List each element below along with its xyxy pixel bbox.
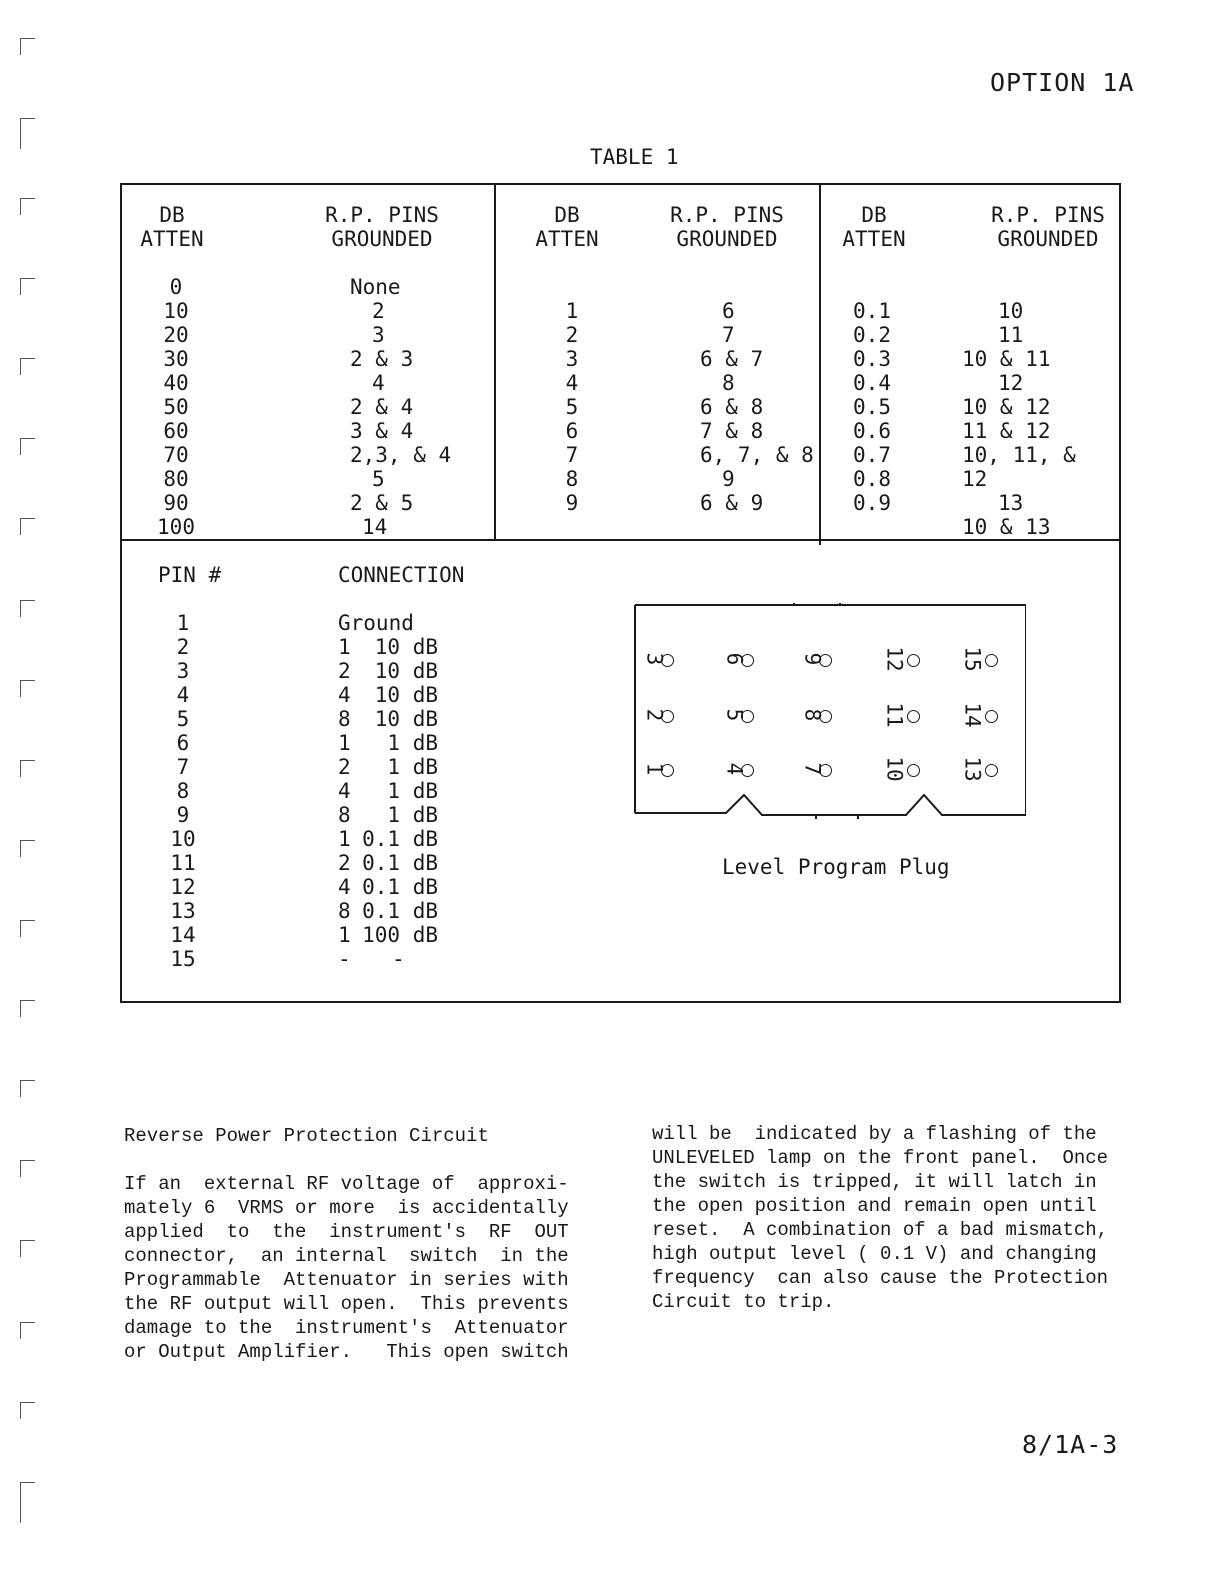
group3-head-pins: R.P. PINS GROUNDED xyxy=(991,203,1105,251)
binding-mark xyxy=(20,278,35,295)
plug-pin: 4 xyxy=(728,757,754,781)
plug-pin: 12 xyxy=(882,647,920,671)
group3-head-atten: DB ATTEN xyxy=(842,203,906,251)
binding-mark xyxy=(20,1080,35,1097)
plug-pin: 7 xyxy=(806,757,832,781)
section-heading: Reverse Power Protection Circuit xyxy=(124,1125,489,1147)
plug-pin: 3 xyxy=(648,647,674,671)
binding-mark xyxy=(20,1322,35,1339)
pin-head: PIN # xyxy=(158,563,222,587)
plug-pin: 8 xyxy=(806,703,832,727)
binding-mark xyxy=(20,518,35,535)
group2-pins-list: 6 7 6 & 7 8 6 & 8 7 & 8 6, 7, & 8 9 6 & 9 xyxy=(700,299,814,515)
level-program-plug xyxy=(634,603,1026,819)
page-number: 8/1A-3 xyxy=(1022,1430,1119,1459)
group2-head-pins: R.P. PINS GROUNDED xyxy=(670,203,784,251)
binding-mark xyxy=(20,118,35,149)
group3-pins-list: 10 11 10 & 11 12 10 & 12 11 & 12 10, 11, & 12 13 10 & 13 xyxy=(962,299,1076,539)
plug-caption: Level Program Plug xyxy=(722,855,950,879)
plug-pin: 5 xyxy=(728,703,754,727)
binding-mark xyxy=(20,198,35,215)
binding-mark xyxy=(20,1240,35,1257)
connection-weight-list: Ground 1 2 4 8 1 2 4 8 1 2 4 8 1 - xyxy=(338,611,414,971)
binding-mark xyxy=(20,438,35,455)
plug-pin: 15 xyxy=(960,647,998,671)
table-title: TABLE 1 xyxy=(590,145,679,169)
binding-mark xyxy=(20,1000,35,1017)
connection-head: CONNECTION xyxy=(338,563,465,587)
plug-pin: 6 xyxy=(728,647,754,671)
plug-pin: 1 xyxy=(648,757,674,781)
group1-pins-list: None 2 3 2 & 3 4 2 & 4 3 & 4 2,3, & 4 5 2 & 5 14 xyxy=(350,275,452,539)
connection-unit-list: 10 dB 10 dB 10 dB 10 dB 1 dB 1 dB 1 dB 1 dB 0.1 dB 0.1 dB 0.1 dB 0.1 dB 100 dB - xyxy=(362,635,438,971)
binding-mark xyxy=(20,680,35,697)
plug-pin: 9 xyxy=(806,647,832,671)
binding-mark xyxy=(20,600,35,617)
plug-pin: 14 xyxy=(960,703,998,727)
binding-mark xyxy=(20,38,35,55)
group1-head-pins: R.P. PINS GROUNDED xyxy=(325,203,439,251)
right-paragraph: will be indicated by a flashing of the UNLEVELED lamp on the front panel. Once the switch is tripped, it will latch in the open position and remain open until reset. A combination of a bad mismatch, high output level ( 0.1 V) and changing frequency can also cause the Protection Circuit to trip. xyxy=(652,1123,1109,1313)
option-label: OPTION 1A xyxy=(990,68,1135,97)
binding-mark xyxy=(20,760,35,777)
pin-list: 1 2 3 4 5 6 7 8 9 10 11 12 13 14 15 xyxy=(170,611,196,971)
group1-atten-list: 0 10 20 30 40 50 60 70 80 90 100 xyxy=(157,275,195,539)
plug-pin: 10 xyxy=(882,757,920,781)
group1-head-atten: DB ATTEN xyxy=(140,203,204,251)
table-1 xyxy=(120,183,1121,1003)
plug-pin: 11 xyxy=(882,703,920,727)
binding-mark xyxy=(20,840,35,857)
binding-mark xyxy=(20,920,35,937)
plug-pin: 2 xyxy=(648,703,674,727)
binding-mark xyxy=(20,1160,35,1177)
group2-atten-list: 1 2 3 4 5 6 7 8 9 xyxy=(565,299,579,515)
left-paragraph: If an external RF voltage of approxi- mately 6 VRMS or more is accidentally applied to the instrument's RF OUT connector, an internal switch in the Programmable Attenuator in series with the RF output will open. This prevents damage to the instrument's Attenuator or Output Amplifier. This open switch xyxy=(124,1173,569,1363)
divider xyxy=(122,539,1119,541)
group2-head-atten: DB ATTEN xyxy=(535,203,599,251)
binding-mark xyxy=(20,1482,35,1523)
binding-mark xyxy=(20,358,35,375)
divider xyxy=(494,185,496,541)
binding-mark xyxy=(20,1402,35,1419)
group3-atten-list: 0.1 0.2 0.3 0.4 0.5 0.6 0.7 0.8 0.9 xyxy=(853,299,891,515)
plug-pin: 13 xyxy=(960,757,998,781)
